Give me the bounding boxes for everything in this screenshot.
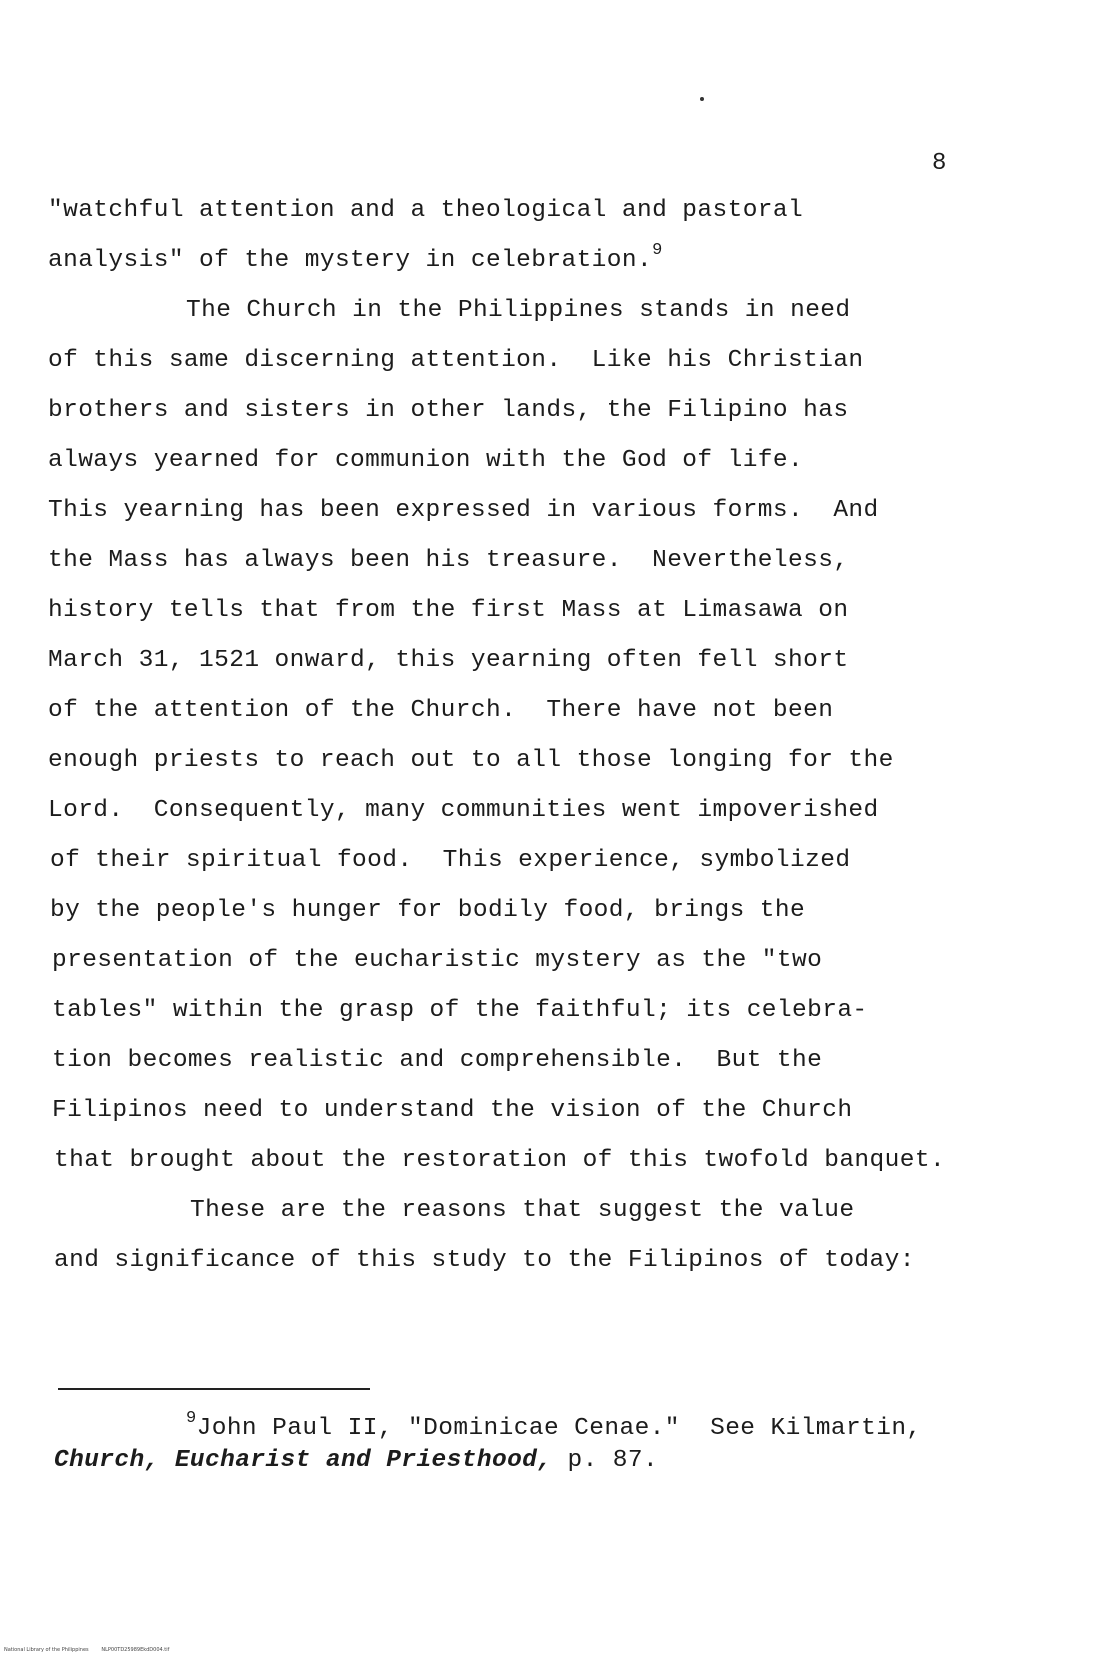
text-line: tables" within the grasp of the faithful; its celebra- [52,997,868,1024]
text-line: always yearned for communion with the God of life. [48,447,804,474]
text-line: by the people's hunger for bodily food, brings the [50,897,806,924]
footnote-reference: 9 [652,241,663,260]
footnote-divider [58,1388,370,1390]
text-line: history tells that from the first Mass at Limasawa on [48,597,849,624]
footnote-citation: Church, Eucharist and Priesthood, p. 87. [54,1447,659,1474]
text-line: March 31, 1521 onward, this yearning often fell short [48,647,849,674]
text-line: Filipinos need to understand the vision of the Church [52,1097,853,1124]
text-line: enough priests to reach out to all those longing for the [48,747,894,774]
footnote-book-title: Church, Eucharist and Priesthood, [54,1447,553,1474]
text-line: that brought about the restoration of this twofold banquet. [54,1147,946,1174]
footnote-marker: 9 [186,1409,197,1428]
text-line: of this same discerning attention. Like his Christian [48,347,864,374]
text-line: This yearning has been expressed in various forms. And [48,497,879,524]
text-line: tion becomes realistic and comprehensible. But the [52,1047,823,1074]
stray-mark [700,97,704,101]
text-line: "watchful attention and a theological and pastoral [48,197,804,224]
text-line: The Church in the Philippines stands in need [186,297,851,324]
text-line: Lord. Consequently, many communities went impoverished [48,797,879,824]
text-line: of the attention of the Church. There have not been [48,697,834,724]
text-line: the Mass has always been his treasure. Nevertheless, [48,547,849,574]
text-line: presentation of the eucharistic mystery as the "two [52,947,823,974]
text-line: and significance of this study to the Filipinos of today: [54,1247,915,1274]
text-line: brothers and sisters in other lands, the Filipino has [48,397,849,424]
text-line: of their spiritual food. This experience, symbolized [50,847,851,874]
text-line: analysis" of the mystery in celebration.$^9$ [48,241,663,274]
scan-footer: National Library of the Philippines NLP00TD25989EkdD004.tif [4,1647,170,1653]
text-line: These are the reasons that suggest the value [190,1197,855,1224]
footnote-line: $^9$John Paul II, "Dominicae Cenae." See Kilmartin, [186,1409,922,1442]
page-number: 8 [932,150,947,177]
